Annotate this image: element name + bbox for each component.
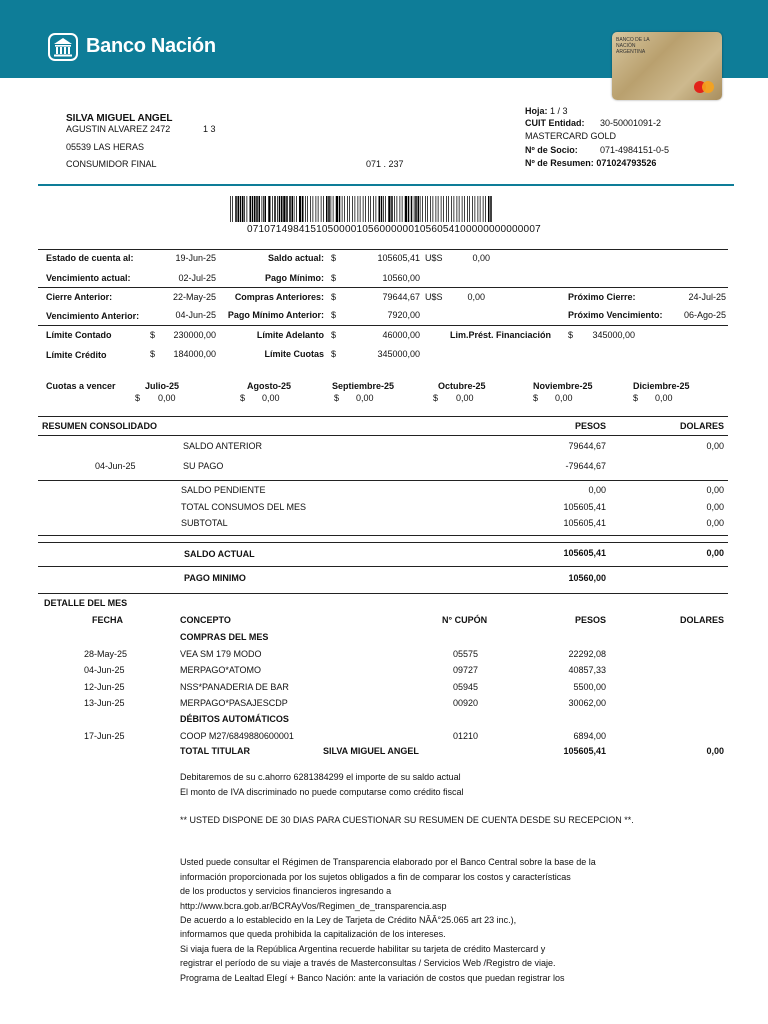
- row-date: 12-Jun-25: [84, 682, 125, 692]
- divider: [38, 287, 728, 288]
- lim-cuotas-currency: $: [331, 349, 337, 359]
- info-line: Si viaja fuera de la República Argentina recuerde habilitar su tarjeta de crédito Mastercard y: [180, 944, 546, 954]
- debit-note: Debitaremos de su c.ahorro 6281384299 el importe de su saldo actual: [180, 772, 461, 782]
- saldo-label: Saldo actual:: [267, 253, 324, 263]
- divider: [38, 593, 728, 594]
- col-dolares: DOLARES: [679, 615, 724, 625]
- total-titular-label: TOTAL TITULAR: [180, 746, 250, 756]
- prox-cierre-label: Próximo Cierre:: [568, 292, 636, 302]
- row-pesos: 6894,00: [573, 731, 606, 741]
- cuota-currency: $: [433, 393, 439, 403]
- resumen-title: RESUMEN CONSOLIDADO: [42, 421, 158, 431]
- pago-minimo-pesos: 10560,00: [568, 573, 606, 583]
- lim-prest-label: Lim.Prést. Financiación: [450, 330, 552, 340]
- info-line: registrar el período de su viaje a través de Masterconsultas / Servicios Web /Registro de viaje.: [180, 958, 556, 968]
- client-address-extra: 1 3: [203, 124, 216, 134]
- total-titular-pesos: 105605,41: [563, 746, 606, 756]
- cuota-currency: $: [533, 393, 539, 403]
- cuota-currency: $: [334, 393, 340, 403]
- saldo-pendiente-usd: 0,00: [706, 485, 724, 495]
- prox-cierre-value: 24-Jul-25: [688, 292, 726, 302]
- cuota-value: 0,00: [262, 393, 280, 403]
- dispute-note: ** USTED DISPONE DE 30 DIAS PARA CUESTIONAR SU RESUMEN DE CUENTA DESDE SU RECEPCION **.: [180, 815, 634, 825]
- divider: [38, 535, 728, 536]
- subtotal-usd: 0,00: [706, 518, 724, 528]
- su-pago-label: SU PAGO: [183, 461, 224, 471]
- separator: [38, 184, 734, 186]
- compras-ant-usd-value: 0,00: [467, 292, 485, 302]
- socio-label: Nº de Socio:: [525, 145, 578, 155]
- row-coupon: 09727: [453, 665, 479, 675]
- cuota-currency: $: [633, 393, 639, 403]
- lim-prest-value: 345000,00: [592, 330, 635, 340]
- divider: [38, 566, 728, 567]
- detalle-title: DETALLE DEL MES: [44, 598, 128, 608]
- client-name: SILVA MIGUEL ANGEL: [66, 113, 173, 124]
- info-line: Usted puede consultar el Régimen de Transparencia elaborado por el Banco Central sobre la base de la: [180, 857, 596, 867]
- pago-min-ant-value: 7920,00: [387, 310, 420, 320]
- lim-contado-value: 230000,00: [173, 330, 216, 340]
- row-date: 13-Jun-25: [84, 698, 125, 708]
- pesos-header: PESOS: [574, 421, 606, 431]
- estado-value: 19-Jun-25: [175, 253, 216, 263]
- su-pago-date: 04-Jun-25: [95, 461, 136, 471]
- cuota-currency: $: [135, 393, 141, 403]
- cuota-value: 0,00: [555, 393, 573, 403]
- col-cupon: N° CUPÓN: [442, 615, 488, 625]
- row-date: 17-Jun-25: [84, 731, 125, 741]
- pago-min-ant-label: Pago Mínimo Anterior:: [227, 310, 324, 320]
- compras-ant-label: Compras Anteriores:: [234, 292, 324, 302]
- row-concept: MERPAGO*PASAJESCDP: [180, 698, 288, 708]
- brand-name: Banco Nación: [86, 35, 216, 57]
- cuota-month: Noviembre-25: [533, 381, 593, 391]
- info-link[interactable]: http://www.bcra.gob.ar/BCRAyVos/Regimen_de_transparencia.asp: [180, 901, 447, 911]
- saldo-usd-value: 0,00: [472, 253, 490, 263]
- card-issuer-text: BANCO DE LA NACIÓN ARGENTINA: [616, 37, 650, 55]
- prox-venc-label: Próximo Vencimiento:: [568, 310, 663, 320]
- col-concepto: CONCEPTO: [180, 615, 231, 625]
- card-type: MASTERCARD GOLD: [525, 131, 617, 141]
- pago-minimo-label: PAGO MINIMO: [184, 573, 246, 583]
- row-coupon: 05575: [453, 649, 479, 659]
- saldo-actual-pesos: 105605,41: [563, 548, 606, 558]
- cuota-value: 0,00: [655, 393, 673, 403]
- client-address: AGUSTIN ALVAREZ 2472: [66, 124, 171, 134]
- row-coupon: 05945: [453, 682, 479, 692]
- cuit-value: 30-50001091-2: [600, 118, 662, 128]
- branch-code: 071 . 237: [366, 159, 404, 169]
- mastercard-logo-icon: [692, 80, 716, 94]
- lim-cuotas-label: Límite Cuotas: [264, 349, 324, 359]
- cuota-month: Octubre-25: [438, 381, 486, 391]
- socio-value: 071-4984151-0-5: [600, 145, 670, 155]
- compras-title: COMPRAS DEL MES: [180, 632, 269, 642]
- cuota-value: 0,00: [158, 393, 176, 403]
- info-line: De acuerdo a lo establecido en la Ley de Tarjeta de Crédito NÂÂ°25.065 art 23 inc.),: [180, 915, 517, 925]
- pago-min-label: Pago Mínimo:: [265, 273, 324, 283]
- prox-venc-value: 06-Ago-25: [683, 310, 726, 320]
- saldo-actual-label: SALDO ACTUAL: [184, 549, 255, 559]
- cierre-ant-label: Cierre Anterior:: [46, 292, 113, 302]
- lim-credito-label: Límite Crédito: [46, 350, 107, 360]
- divider: [38, 480, 728, 481]
- divider: [38, 435, 728, 436]
- row-coupon: 00920: [453, 698, 479, 708]
- lim-prest-currency: $: [568, 330, 574, 340]
- divider: [38, 542, 728, 543]
- page-indicator: Hoja: 1 / 3: [525, 106, 568, 116]
- estado-label: Estado de cuenta al:: [46, 253, 134, 263]
- venc-value: 02-Jul-25: [178, 273, 216, 283]
- cuota-month: Agosto-25: [247, 381, 292, 391]
- row-date: 04-Jun-25: [84, 665, 125, 675]
- lim-cuotas-value: 345000,00: [377, 349, 420, 359]
- client-tax-status: CONSUMIDOR FINAL: [66, 159, 157, 169]
- info-line: Programa de Lealtad Elegí + Banco Nación: ante la variación de costos que puedan registrar los: [180, 973, 565, 983]
- su-pago-pesos: -79644,67: [565, 461, 606, 471]
- row-coupon: 01210: [453, 731, 479, 741]
- lim-credito-value: 184000,00: [173, 349, 216, 359]
- col-pesos: PESOS: [574, 615, 606, 625]
- venc-ant-value: 04-Jun-25: [175, 310, 216, 320]
- barcode: [230, 196, 550, 222]
- pago-min-ant-currency: $: [331, 310, 337, 320]
- row-concept: VEA SM 179 MODO: [180, 649, 262, 659]
- divider: [38, 249, 728, 250]
- row-date: 28-May-25: [84, 649, 128, 659]
- info-line: informamos que queda prohibida la capitalización de los intereses.: [180, 929, 446, 939]
- lim-contado-label: Límite Contado: [46, 330, 112, 340]
- cuota-month: Diciembre-25: [633, 381, 690, 391]
- divider: [38, 325, 728, 326]
- saldo-pendiente-pesos: 0,00: [588, 485, 606, 495]
- row-concept: NSS*PANADERIA DE BAR: [180, 682, 289, 692]
- resumen-number: Nº de Resumen: 071024793526: [525, 158, 657, 168]
- saldo-anterior-usd: 0,00: [706, 441, 724, 451]
- cuit-label: CUIT Entidad:: [525, 118, 585, 128]
- cuotas-label: Cuotas a vencer: [46, 381, 116, 391]
- cuota-month: Julio-25: [145, 381, 180, 391]
- row-pesos: 30062,00: [568, 698, 606, 708]
- pago-min-currency: $: [331, 273, 337, 283]
- row-concept: COOP M27/6849880600001: [180, 731, 294, 741]
- lim-contado-currency: $: [150, 330, 156, 340]
- iva-note: El monto de IVA discriminado no puede computarse como crédito fiscal: [180, 787, 464, 797]
- compras-ant-value: 79644,67: [382, 292, 420, 302]
- compras-ant-currency: $: [331, 292, 337, 302]
- debitos-title: DÉBITOS AUTOMÁTICOS: [180, 714, 289, 724]
- saldo-currency: $: [331, 253, 337, 263]
- cierre-ant-value: 22-May-25: [172, 292, 216, 302]
- total-consumos-pesos: 105605,41: [563, 502, 606, 512]
- saldo-value: 105605,41: [377, 253, 420, 263]
- col-fecha: FECHA: [92, 615, 123, 625]
- saldo-actual-usd: 0,00: [706, 548, 724, 558]
- total-titular-name: SILVA MIGUEL ANGEL: [323, 746, 419, 756]
- cuota-value: 0,00: [456, 393, 474, 403]
- cuota-value: 0,00: [356, 393, 374, 403]
- lim-adelanto-value: 46000,00: [382, 330, 420, 340]
- cuota-month: Septiembre-25: [332, 381, 395, 391]
- pago-min-value: 10560,00: [382, 273, 420, 283]
- total-consumos-usd: 0,00: [706, 502, 724, 512]
- row-pesos: 5500,00: [573, 682, 606, 692]
- cuota-currency: $: [240, 393, 246, 403]
- row-pesos: 40857,33: [568, 665, 606, 675]
- compras-ant-usd-currency: U$S: [425, 292, 443, 302]
- row-concept: MERPAGO*ATOMO: [180, 665, 262, 675]
- info-line: de los productos y servicios financieros ingresando a: [180, 886, 392, 896]
- lim-adelanto-label: Límite Adelanto: [256, 330, 324, 340]
- info-line: información proporcionada por los sujetos obligados a fin de comparar los costos y características: [180, 872, 571, 882]
- bank-logo-icon: [48, 33, 78, 61]
- saldo-anterior-pesos: 79644,67: [568, 441, 606, 451]
- venc-label: Vencimiento actual:: [46, 273, 131, 283]
- dolares-header: DOLARES: [679, 421, 724, 431]
- client-city: 05539 LAS HERAS: [66, 142, 145, 152]
- lim-adelanto-currency: $: [331, 330, 337, 340]
- subtotal-label: SUBTOTAL: [181, 518, 228, 528]
- saldo-pendiente-label: SALDO PENDIENTE: [181, 485, 266, 495]
- venc-ant-label: Vencimiento Anterior:: [46, 311, 140, 321]
- saldo-anterior-label: SALDO ANTERIOR: [183, 441, 263, 451]
- total-titular-usd: 0,00: [706, 746, 724, 756]
- lim-credito-currency: $: [150, 349, 156, 359]
- barcode-text: 071071498415105000010560000001056054100000000000007: [247, 224, 541, 235]
- divider: [38, 416, 728, 417]
- total-consumos-label: TOTAL CONSUMOS DEL MES: [181, 502, 307, 512]
- saldo-usd-currency: U$S: [425, 253, 443, 263]
- row-pesos: 22292,08: [568, 649, 606, 659]
- subtotal-pesos: 105605,41: [563, 518, 606, 528]
